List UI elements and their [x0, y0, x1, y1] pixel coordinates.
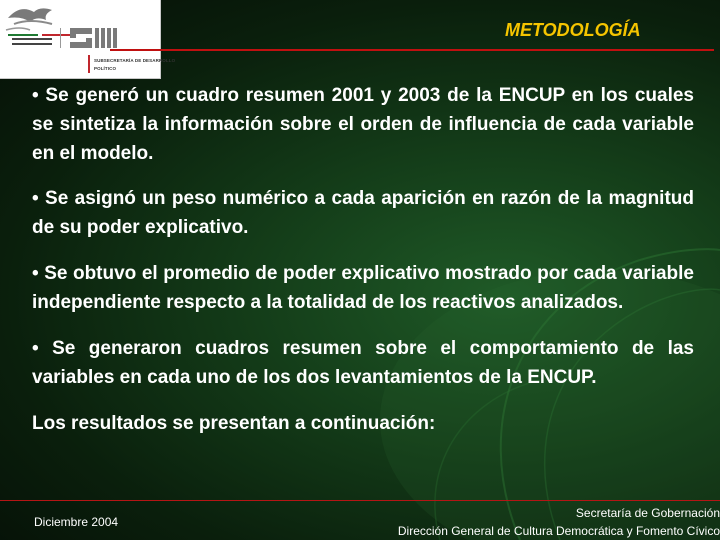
footer-org-line2: Dirección General de Cultura Democrática y Fomento Cívico — [397, 524, 720, 538]
government-logo — [0, 0, 176, 79]
logo-text-line1: SUBSECRETARÍA DE DESARROLLO — [94, 58, 176, 63]
bullet-item: • Se asignó un peso numérico a cada aparición en razón de la magnitud de su poder explicativo. — [32, 188, 694, 238]
logo-text-line2: POLÍTICO — [94, 66, 117, 71]
title-divider — [110, 49, 714, 51]
conclusion-text: Los resultados se presentan a continuación: — [32, 413, 436, 434]
footer-date: Diciembre 2004 — [34, 515, 119, 529]
slide-body — [32, 81, 694, 438]
bullet-item: • Se generaron cuadros resumen sobre el comportamiento de las variables en cada uno de los dos levantamientos de la ENCUP. — [32, 338, 694, 388]
bullet-item: • Se obtuvo el promedio de poder explicativo mostrado por cada variable independiente respecto a la totalidad de los reactivos analizados. — [32, 263, 694, 313]
footer-org-line1: Secretaría de Gobernación — [575, 506, 720, 520]
bullet-item: • Se generó un cuadro resumen 2001 y 2003 de la ENCUP en los cuales se sintetiza la información sobre el orden de influencia de cada variable en el modelo. — [32, 85, 694, 164]
slide-title: METODOLOGÍA — [505, 20, 641, 40]
footer-organization — [398, 504, 720, 540]
eagle-emblem-icon — [0, 0, 160, 78]
footer-divider — [0, 500, 720, 501]
